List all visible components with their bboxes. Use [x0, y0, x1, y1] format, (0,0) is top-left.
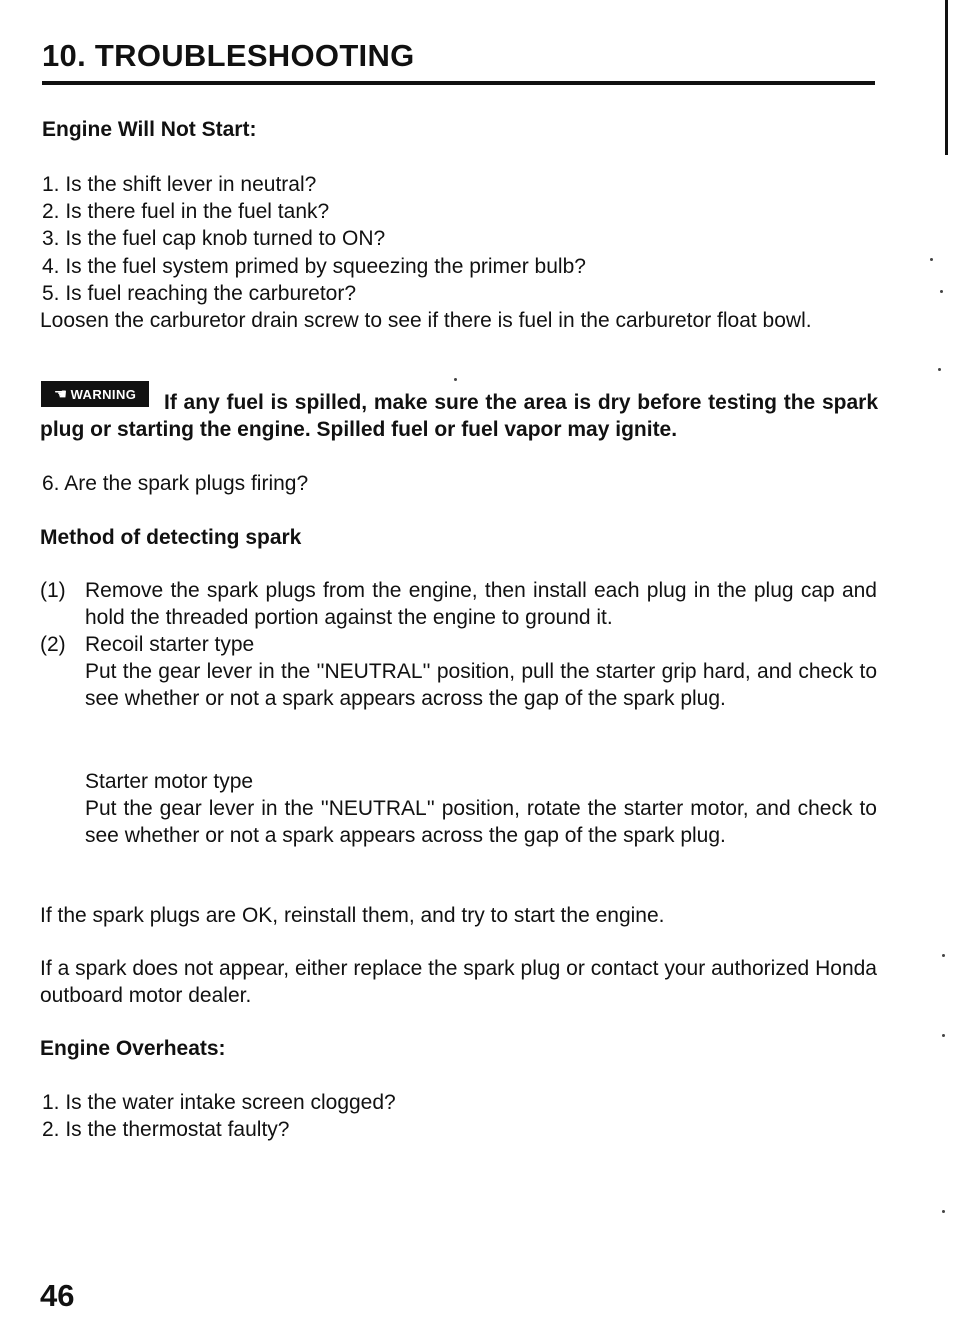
question-item: 1. Is the water intake screen clogged? — [42, 1091, 396, 1114]
warning-hand-icon: ☚ — [53, 386, 68, 403]
question-item: 3. Is the fuel cap knob turned to ON? — [42, 227, 386, 250]
spark-ok-text: If the spark plugs are OK, reinstall them, and try to start the engine. — [40, 904, 665, 927]
scan-speck — [930, 258, 933, 261]
question-item: 6. Are the spark plugs firing? — [42, 472, 309, 495]
starter-motor-title: Starter motor type — [85, 770, 254, 793]
engine-overheats-heading: Engine Overheats: — [40, 1037, 226, 1060]
page-number: 46 — [40, 1278, 75, 1313]
loosen-drain-screw-note: Loosen the carburetor drain screw to see if there is fuel in the carburetor float bowl. — [40, 309, 812, 332]
question-item: 2. Is there fuel in the fuel tank? — [42, 200, 330, 223]
step-marker: (2) — [40, 633, 66, 656]
question-item: 2. Is the thermostat faulty? — [42, 1118, 290, 1141]
question-item: 1. Is the shift lever in neutral? — [42, 173, 317, 196]
page-title: 10. TROUBLESHOOTING — [42, 38, 415, 73]
scan-speck — [938, 368, 941, 371]
recoil-starter-title: Recoil starter type — [85, 633, 255, 656]
scan-speck — [942, 1210, 945, 1213]
title-underline — [42, 81, 875, 85]
method-heading: Method of detecting spark — [40, 526, 302, 549]
step-1-text: Remove the spark plugs from the engine, then install each plug in the plug cap and hold the threaded portion against the engine to ground it. — [85, 579, 877, 629]
no-spark-text: If a spark does not appear, either replace the spark plug or contact your authorized Honda outboard motor dealer. — [40, 957, 877, 1007]
recoil-starter-text: Put the gear lever in the ''NEUTRAL'' position, pull the starter grip hard, and check to see whether or not a spark appears across the gap of the spark plug. — [85, 660, 877, 710]
warning-text: If any fuel is spilled, make sure the area is dry before testing the spark plug or starting the engine. Spilled fuel or fuel vapor may ignite. — [40, 391, 878, 441]
engine-will-not-start-heading: Engine Will Not Start: — [42, 118, 257, 141]
scan-speck — [942, 1034, 945, 1037]
scan-speck — [454, 378, 457, 381]
scan-speck — [942, 954, 945, 957]
question-item: 4. Is the fuel system primed by squeezing the primer bulb? — [42, 255, 586, 278]
scan-edge-line — [945, 0, 948, 155]
question-item: 5. Is fuel reaching the carburetor? — [42, 282, 357, 305]
starter-motor-text: Put the gear lever in the ''NEUTRAL'' position, rotate the starter motor, and check to see whether or not a spark appears across the gap of the spark plug. — [85, 797, 877, 847]
warning-badge-label: WARNING — [70, 386, 137, 402]
step-marker: (1) — [40, 579, 66, 602]
scan-speck — [940, 290, 943, 293]
